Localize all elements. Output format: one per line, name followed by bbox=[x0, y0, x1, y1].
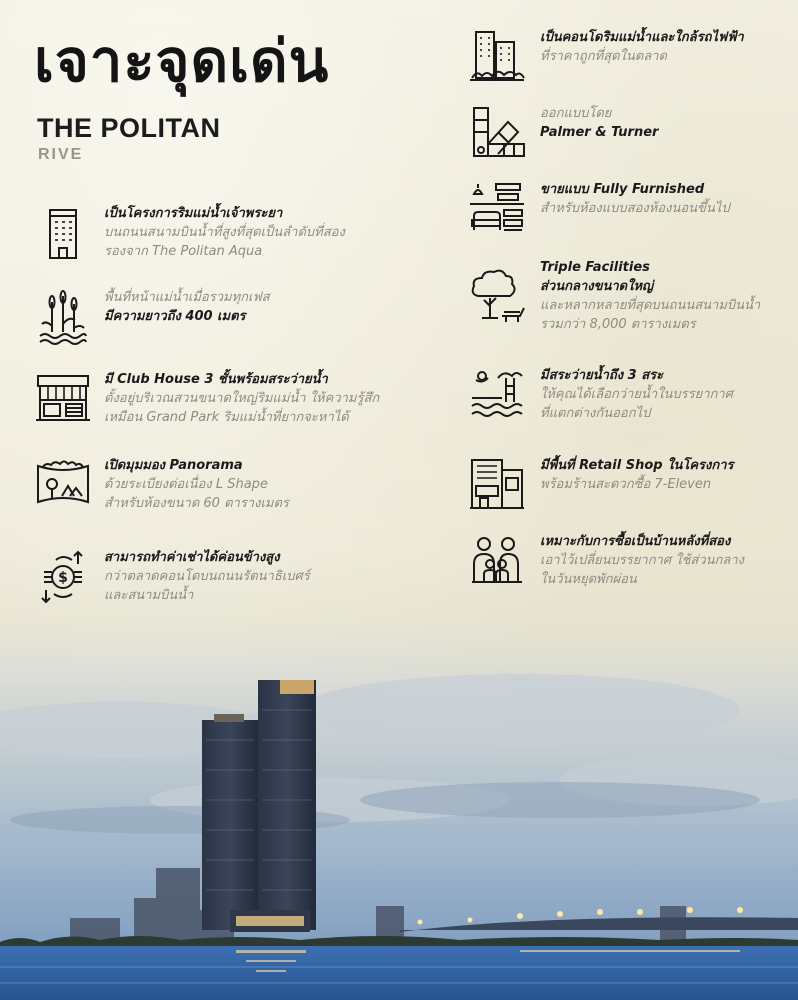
highlight-item-facilities bbox=[468, 258, 793, 338]
item-heading: มีพื้นที่ Retail Shop ในโครงการ bbox=[540, 458, 734, 473]
item-detail: กว่าตลาดคอนโดบนถนนรัตนาธิเบศร์ bbox=[104, 569, 310, 584]
building-icon bbox=[34, 204, 92, 262]
item-detail: ด้วยระเบียงต่อเนื่อง L Shape bbox=[104, 477, 268, 492]
svg-text:$: $ bbox=[58, 570, 68, 586]
retail-shop-icon bbox=[468, 456, 526, 514]
item-heading: เป็นคอนโดริมแม่น้ำและใกล้รถไฟฟ้า bbox=[540, 30, 744, 45]
panorama-view-icon bbox=[34, 456, 92, 514]
item-detail: สำหรับห้องขนาด 60 ตารางเมตร bbox=[104, 496, 289, 511]
highlight-item-pools bbox=[468, 366, 793, 426]
furniture-icon bbox=[468, 180, 526, 238]
item-heading-secondary: ส่วนกลางขนาดใหญ่ bbox=[540, 279, 654, 294]
item-heading: สามารถทำค่าเช่าได้ค่อนข้างสูง bbox=[104, 550, 280, 565]
club-house-icon bbox=[34, 370, 92, 428]
river bbox=[0, 946, 798, 1000]
item-detail: ให้คุณได้เลือกว่ายน้ำในบรรยากาศ bbox=[540, 387, 733, 402]
item-emphasis: Palmer & Turner bbox=[540, 125, 659, 140]
park-tree-icon bbox=[468, 268, 526, 326]
rental-income-icon bbox=[34, 548, 92, 606]
item-heading: ขายแบบ Fully Furnished bbox=[540, 182, 705, 197]
item-heading: มีสระว่ายน้ำถึง 3 สระ bbox=[540, 368, 664, 383]
item-detail: รองจาก The Politan Aqua bbox=[104, 244, 263, 259]
item-detail: ที่ราคาถูกที่สุดในตลาด bbox=[540, 49, 667, 64]
reeds-water-icon bbox=[34, 288, 92, 346]
politan-tower bbox=[202, 680, 316, 932]
item-detail: และหลากหลายที่สุดบนถนนสนามบินน้ำ bbox=[540, 298, 761, 313]
highlight-item-riverfront bbox=[34, 288, 394, 348]
skyline-photo bbox=[0, 610, 798, 1000]
item-heading: Triple Facilities bbox=[540, 260, 650, 275]
item-detail: ตั้งอยู่บริเวณสวนขนาดใหญ่ริมแม่น้ำ ให้ความรู้สึก bbox=[104, 391, 380, 406]
highlight-item-retail bbox=[468, 456, 793, 516]
highlight-item-rental bbox=[34, 548, 394, 608]
item-detail: พร้อมร้านสะดวกซื้อ 7-Eleven bbox=[540, 477, 712, 492]
item-heading: มี Club House 3 ชั้นพร้อมสระว่ายน้ำ bbox=[104, 372, 328, 387]
highlight-item-price bbox=[468, 28, 793, 88]
item-detail: บนถนนสนามบินน้ำที่สูงที่สุดเป็นลำดับที่สอง bbox=[104, 225, 345, 240]
item-heading: เหมาะกับการซื้อเป็นบ้านหลังที่สอง bbox=[540, 534, 731, 549]
item-detail: สำหรับห้องแบบสองห้องนอนขึ้นไป bbox=[540, 201, 730, 216]
item-detail: เอาไว้เปลี่ยนบรรยากาศ ใช้ส่วนกลาง bbox=[540, 553, 745, 568]
family-icon bbox=[468, 532, 526, 590]
highlight-item-designer bbox=[468, 104, 793, 164]
page-title: เจาะจุดเด่น bbox=[34, 27, 330, 95]
item-detail: ในวันหยุดพักผ่อน bbox=[540, 572, 637, 587]
highlight-item-panorama bbox=[34, 456, 394, 516]
item-emphasis: มีความยาวถึง 400 เมตร bbox=[104, 309, 246, 324]
item-heading: เปิดมุมมอง Panorama bbox=[104, 458, 243, 473]
item-detail: พื้นที่หน้าแม่น้ำเมื่อรวมทุกเฟส bbox=[104, 290, 270, 305]
city-towers-icon bbox=[468, 28, 526, 86]
item-detail: ออกแบบโดย bbox=[540, 106, 612, 121]
item-detail: เหมือน Grand Park ริมแม่น้ำที่ยากจะหาได้ bbox=[104, 410, 349, 425]
highlight-item-furnished bbox=[468, 180, 793, 240]
brand-logo-subname: RIVE bbox=[38, 146, 84, 163]
highlight-item-riverside bbox=[34, 204, 394, 264]
item-detail: รวมกว่า 8,000 ตารางเมตร bbox=[540, 317, 696, 332]
design-swatch-icon bbox=[468, 104, 526, 162]
brand-logo-name: THE POLITAN bbox=[37, 113, 221, 143]
swimming-pool-icon bbox=[468, 366, 526, 424]
item-heading: เป็นโครงการริมแม่น้ำเจ้าพระยา bbox=[104, 206, 283, 221]
item-detail: และสนามบินน้ำ bbox=[104, 588, 194, 603]
highlight-item-club-house bbox=[34, 370, 404, 430]
item-detail: ที่แตกต่างกันออกไป bbox=[540, 406, 651, 421]
highlight-item-second-home bbox=[468, 532, 793, 592]
